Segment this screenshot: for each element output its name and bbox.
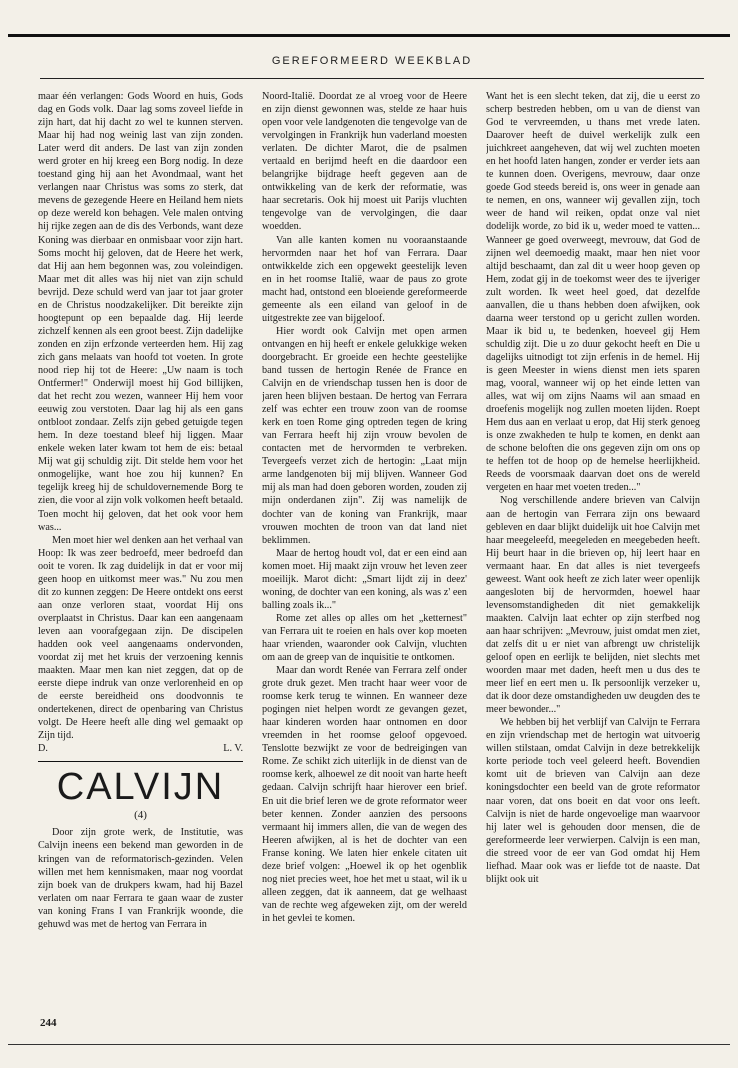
paragraph: maar één verlangen: Gods Woord en huis, Gods dag en Gods volk. Daar lag soms zoveel liefde in zijn hart, dat hij dacht zo wel te kunnen sterven. Maar hij had nog weinig last van zijn zonden. Later werd dit anders. De last van zijn zonden werd groter en hij kreeg een Borg nodig. In deze toestand ging hij aan het Avondmaal, want het verlangen naar Christus was soms zo sterk, dat mevens de gezegende Heere en Heiland hem niets op deze wereld kon behagen. Vele malen ontving hij rijke zegen aan de dis des Verbonds, want deze Koning was dierbaar en onmisbaar voor zijn hart. Soms mocht hij geloven, dat de Heere het werk, dat Hij aan hem begonnen was, zou voleindigen. Maar met dit alles was hij niet van zijn schuld bevrijd. Deze schuld werd van jaar tot jaar groter en de Christus noodzakelijker. Dit bereikte zijn hoogtepunt op een bepaalde dag. Hij leerde zichzelf kennen als een groot beest. Zijn dadelijke zonden en zijn erfzonde verteerden hem. Hij zag zich gans melaats van hoofd tot voeten. In grote nood riep hij tot de Heere: „Uw naam is toch Ontfermer!" Onderwijl moest hij God billijken, dat het recht zou wezen, wanneer Hij hem voor eeuwig zou verstoten. Daar lag hij als een gans ontbloot zondaar. Zelfs zijn gebed getuigde tegen hem. In deze toestand bleef hij liggen. Maar enkele weken later kwam tot hem de eis: betaal Mij wat gij schuldig zijt. Dit stelde hem voor het onmogelijke, want hoe zou hij kunnen? En tegelijk kreeg hij de schuldovernemende Borg te zien, die voor al zijn volk volkomen heeft betaald. Toen mocht hij geloven, dat het ook voor hem was... (38, 91, 243, 533)
page-number: 244 (40, 1017, 57, 1029)
signature-initial: D. (38, 743, 48, 755)
column-3 (486, 90, 700, 1060)
article-number: (4) (134, 809, 147, 822)
signature-row (38, 742, 243, 755)
paragraph: Maar dan wordt Renée van Ferrara zelf onder grote druk gezet. Men tracht haar weer voor de roomse kerk terug te winnen. En wanneer deze pogingen niet helpen wordt ze gevangen gezet, haar kinderen worden haar ontnomen en door vreemden in het roomse geloof opgevoed. Tenslotte bezwijkt ze voor de bedreigingen van Rome. Ze schikt zich uiterlijk in de dienst van de roomse kerk, alhoewel ze dit nooit van harte heeft gedaan. Calvijn schrijft haar hierover een brief. En uit die brief leren we de grote reformator weer beter kennen. Zonder aanzien des persoons vermaant hij immers allen, die van de wegen des Heeren afwijken, al is het de dochter van een Franse koning. We laten hier enkele citaten uit deze brief volgen: „Hoewel ik op het ogenblik nog niet precies weet, hoe het met u staat, wil ik u alleen zeggen, dat ik aanneem, dat ge welhaast van de rechte weg afgeweken zijt, om der wereld in het gevlei te komen. (262, 665, 467, 924)
header-rule (40, 78, 704, 79)
paragraph: Nog verschillende andere brieven van Calvijn aan de hertogin van Ferrara zijn ons bewaard gebleven en daar blijkt duidelijk uit hoe Calvijn met haar meegeleefd, meegeleden en meegebeden heeft. Hij beurt haar in die brieven op, hij leert haar en vermaant haar. En dat alles is niet tevergeefs geweest. Want ook heeft ze zich later weer openlijk aangesloten bij de hervormden, hoewel haar levensomstandigheden dit niet gemakkelijk maakten. Calvijn laat echter op zijn sterfbed nog aan haar schrijven: „Mevrouw, juist omdat men ziet, dat zelfs dit u er niet van afbrengt uw christelijk geloof open en eerlijk te belijden, niet slechts met woorden maar met daden, heeft men u dus des te meer lief en eert men u. Ik persoonlijk verzeker u, dat ik door deze omstandigheden uw deugden des te meer bewonder..." (486, 495, 700, 716)
paragraph: Men moet hier wel denken aan het verhaal van Hoop: Ik was zeer bedroefd, meer bedroefd dan ooit te voren. Ik zag duidelijk in dat er voor mij geen hoop en uitkomst meer was." Nu zou men dit zo kunnen zeggen: De Heere ontdekt ons eerst aan onze verloren staat, voordat Hij ons overplaatst in Christus. Daar kan een aangenaam leven aan voorafgegaan zijn. De discipelen hadden ook veel aangenaams ondervonden, voordat zij met het kruis der verzoening kennis maakten. Maar men kan niet zeggen, dat op de eerste diepe indruk van onze verlorenheid en op de eerste bereidheid ons doodvonnis te ondertekenen, direct de openbaring van Christus volgt. De Heere heeft alle ding wel gemaakt op Zijn tijd. (38, 534, 243, 742)
top-rule (8, 34, 730, 37)
paragraph: We hebben bij het verblijf van Calvijn te Ferrara en zijn vriendschap met de hertogin wat uitvoerig willen stilstaan, omdat Calvijn in deze betrekkelijk korte periode toch veel geleerd heeft. Bovendien komt uit de brieven van Calvijn aan deze koningsdochter een beeld van de grote reformator naar voren, dat ons boeit en dat voor ons leeft. Calvijn is niet de harde ongevoelige man waarvoor hij later wel is gehouden door mensen, die de gereformeerde leer verwierpen. Calvijn is een man, die streed voor de eer van God omdat hij Hem liefhad. Maar ook was er liefde tot de naaste. Dat blijkt ook uit (486, 717, 700, 885)
column-2 (262, 90, 467, 1060)
paragraph: Rome zet alles op alles om het „ketternest" van Ferrara uit te roeien en hals over kop moeten haar vrienden, waaronder ook Calvijn, vluchten om aan de greep van de inquisitie te ontkomen. (262, 612, 467, 664)
article-title: CALVIJN (56, 766, 225, 809)
column-1 (38, 90, 243, 1060)
paragraph: Want het is een slecht teken, dat zij, die u eerst zo scherp bestreden hebben, om u van de dienst van God te vervreemden, u thans met vrede laten. Daarover heeft de duivel werkelijk zulk een juichkreet aangeheven, dat wij wel zuchten moeten en het hoofd laten hangen, zonder er verder iets aan te kunnen doen. Overigens, mevrouw, daar onze goede God steeds bereid is, ons weer in genade aan te nemen, en ons, wanneer wij gevallen zijn, toch weer de hand wil reiken, opdat onze val niet dodelijk worde, zo bid ik u, weder moed te vatten... Wanneer ge goed overweegt, mevrouw, dat God de zijnen wel deemoedig maakt, maar hen niet voor altijd beschaamt, dan zal dit u weer hoop geven op Hem, zodat gij in de toekomst weer des te ijveriger zult worden. Ik weet heel goed, dat dezelfde aanvallen, die u thans hebben doen afwijken, ook daarna weer terstond op u gericht zullen worden. Maar ik bid u, te bedenken, hoeveel gij Hem schuldig zijt. Die u zo duur gekocht heeft en Die u dagelijks uitnodigt tot zijn erfenis in de hemel. Hij is geen Meester in wiens dienst men iets sparen mag, vooral, wanneer wij op het einde letten van alles, wat wij om zijns Naams wil aan smaad en droefenis mogelijk nog zullen moeten lijden. Roept Hem dus aan en verlaat u erop, dat Hij sterk genoeg is onze zwakheden te hulp te komen, en denkt aan de schone beloften die ons gegeven zijn om ons op te heffen tot de hoop op de hemelse heerlijkheid. Reeds de voorsmaak daarvan doet ons de wereld vergeten en haar met voeten treden..." (486, 91, 700, 494)
paragraph: Hier wordt ook Calvijn met open armen ontvangen en hij heeft er enkele gelukkige weken doorgebracht. Er groeide een hechte geestelijke band tussen de hertogin Renée de France en Calvijn en de vriendschap tussen hen is door de jaren heen blijven bestaan. De hertog van Ferrara zelf was echter een trouw zoon van de roomse kerk en toen Rome ging optreden tegen de kring van Ferrara heeft hij zijn vrouw bevolen de contacten met de hervormden te verbreken. Tevergeefs verzet zich de hertogin: „Laat mijn arme landgenoten bij mij blijven. Wanneer God mij als man had doen geboren worden, zouden zij mijn onderdanen zijn". Zij was namelijk de dochter van de koning van Frankrijk, maar vrouwen mochten de troon van dat land niet beklimmen. (262, 325, 467, 546)
paragraph: Noord-Italië. Doordat ze al vroeg voor de Heere en zijn dienst gewonnen was, stelde ze haar huis open voor vele landgenoten die tengevolge van de vervolgingen in Frankrijk hun vaderland moesten verlaten. De dichter Marot, die de psalmen vertaald en berijmd heeft en die daardoor een belangrijke bijdrage heeft gegeven aan de ontwikkeling van de kerk der reformatie, was haar secretaris. Ook hij moest uit Parijs vluchten tengevolge van de vervolgingen, die daar woedden. (262, 91, 467, 233)
title-rule (38, 761, 243, 762)
paragraph: Van alle kanten komen nu vooraanstaande hervormden naar het hof van Ferrara. Daar ontwikkelde zich een opgewekt geestelijk leven en in het roomse Italië, waar de paus zo grote macht had, ontstond een bloeiende gereformeerde gemeente als een eiland van geloof in de uitgestrekte zee van bijgeloof. (262, 234, 467, 324)
paragraph: Maar de hertog houdt vol, dat er een eind aan komen moet. Hij maakt zijn vrouw het leven zeer moeilijk. Marot dicht: „Smart lijdt zij in deez' woning, de dochter van een koning, als was z' een balling zoals ik..." (262, 547, 467, 611)
signature-author: L. V. (223, 743, 243, 755)
bottom-rule (8, 1044, 730, 1045)
masthead: GEREFORMEERD WEEKBLAD (271, 55, 473, 67)
paragraph: Door zijn grote werk, de Institutie, was Calvijn ineens een bekend man geworden in de kringen van de reformatorisch-gezinden. Velen willen met hem kennismaken, maar nog voordat zijn boek van de drukpers kwam, had hij Bazel verlaten om naar Ferrara te gaan waar de zuster van koning Frans I van Frankrijk woonde, die gehuwd was met de hertog van Ferrara in (38, 827, 243, 930)
